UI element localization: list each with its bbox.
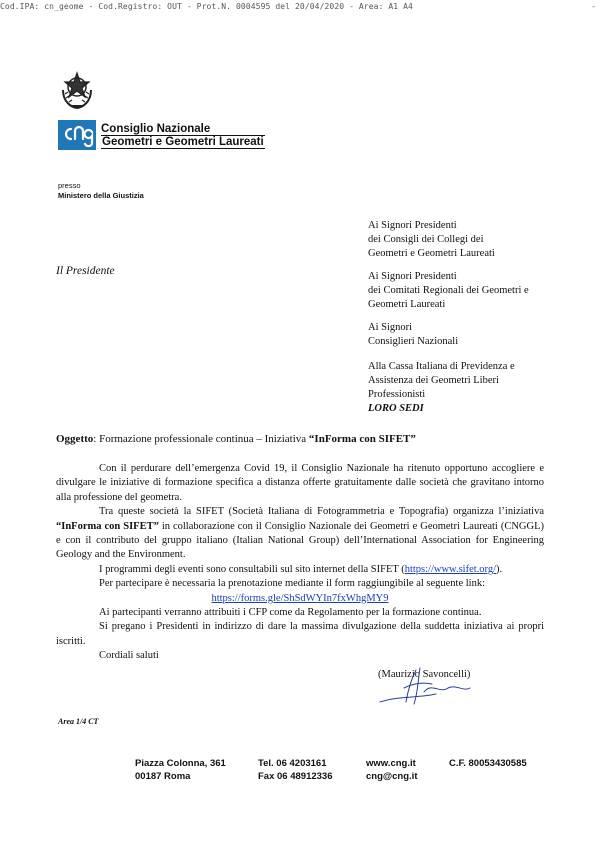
recipient-line: dei Consigli dei Collegi dei [368,234,484,245]
subject-label: Oggetto [56,433,94,445]
footer-tax-code: C.F. 80053430585 [449,758,527,769]
subject-line [56,433,416,445]
body-paragraph: Con il perdurare dell’emergenza Covid 19, il Consiglio Nazionale ha ritenuto opportuno accogliere e divulgare le iniziative di formazione specifica a distanza offerte gratuitamente dalle società che gravitano intorno alla professione del geometra. [56,463,544,503]
recipient-block [368,270,529,312]
area-code: Area 1/4 CT [58,717,99,726]
protocol-header: Cod.IPA: cn_geome - Cod.Registro: OUT - Prot.N. 0004595 del 20/04/2020 - Area: A1 A4 [0,2,413,11]
president-title: Il Presidente [56,265,115,277]
recipient-line: Assistenza dei Geometri Liberi [368,375,499,386]
ministry-label: Ministero della Giustizia [58,191,144,200]
org-name-line2: Geometri e Geometri Laureati [102,136,264,148]
body-paragraph: Ai partecipanti verranno attribuiti i CFP come da Regolamento per la formazione continua. [99,607,482,619]
letter-body [56,462,544,664]
footer-fax: Fax 06 48912336 [258,771,333,782]
body-paragraph: Per partecipare è necessaria la prenotazione mediante il form raggiungibile al seguente link: [99,578,486,590]
recipient-line: dei Comitati Regionali dei Geometri e [368,285,529,296]
handwritten-signature-icon [378,664,478,709]
recipient-closing: LORO SEDI [368,403,424,414]
recipient-line: Geometri Laureati [368,299,446,310]
recipient-line: Ai Signori [368,322,413,333]
recipient-line: Professionisti [368,389,426,400]
body-link-line [56,592,544,606]
recipient-line: Ai Signori Presidenti [368,271,457,282]
footer-website-link[interactable]: www.cng.it [366,758,416,769]
org-name [101,123,265,149]
closing-salutation: Cordiali saluti [99,650,159,662]
recipient-line: Geometri e Geometri Laureati [368,248,495,259]
protocol-trailing-mark: - [591,2,596,11]
footer-email-link[interactable]: cng@cng.it [366,771,418,782]
recipient-line: Consiglieri Nazionali [368,336,459,347]
subject-text: : Formazione professionale continua – Iniziativa [93,433,309,445]
footer-tel: Tel. 06 4203161 [258,758,327,769]
initiative-name: “InForma con SIFET” [56,520,159,532]
recipient-line: Alla Cassa Italiana di Previdenza e [368,361,515,372]
subject-highlight: “InForma con SIFET” [308,433,416,445]
cng-logo-mark-icon [58,120,96,150]
republic-emblem-icon [59,70,95,110]
sifet-website-link[interactable]: https://www.sifet.org/ [404,563,497,575]
registration-form-link[interactable]: https://forms.gle/ShSdWYIn7fxWhgMY9 [211,592,389,604]
body-paragraph: I programmi degli eventi sono consultabili sul sito internet della SIFET (https://www.sifet.org/). [99,563,503,575]
recipient-block [368,321,458,349]
body-paragraph: Si pregano i Presidenti in indirizzo di dare la massima divulgazione della suddetta iniziativa ai propri iscritti. [56,621,544,647]
org-name-line1: Consiglio Nazionale [101,123,211,135]
footer-phone [258,757,332,783]
presso-label: presso [58,181,81,190]
recipient-block [368,219,495,261]
cng-logo [58,120,263,150]
footer-address: Piazza Colonna, 361 00187 Roma [135,758,226,782]
signatory-name: (Maurizio Savoncelli) [378,669,471,680]
recipient-block [368,360,515,416]
footer-web [366,757,418,783]
recipient-line: Ai Signori Presidenti [368,220,457,231]
body-paragraph: Tra queste società la SIFET (Società Italiana di Fotogrammetria e Topografia) organizza l’iniziativa “InForma con SIFET” in collaborazione con il Consiglio Nazionale dei Geometri e Geometri Laureati (CNGGL) e con il contributo del gruppo italiano (Italian National Group) dell’International Association for Engineering Geology and the Environment. [56,506,544,561]
